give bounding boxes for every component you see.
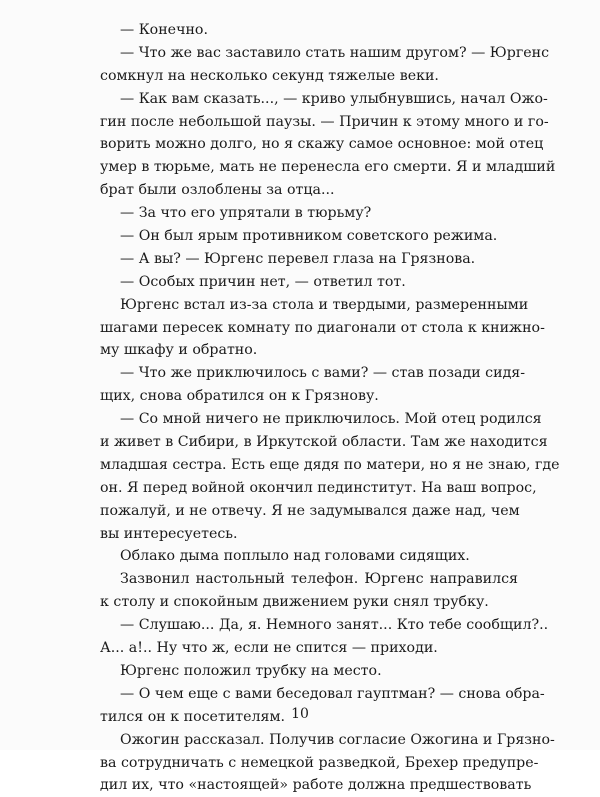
text-line: — За что его упрятали в тюрьму? (120, 205, 372, 222)
text-line: вы интересуетесь. (100, 525, 238, 542)
text-line: — Со мной ничего не приключилось. Мой отец родился (120, 411, 542, 428)
text-line: му шкафу и обратно. (100, 342, 258, 359)
text-line: — Слушаю... Да, я. Немного занят... Кто тебе сообщил?.. (120, 617, 549, 634)
text-line: брат были озлоблены за отца... (100, 182, 335, 199)
text-line: ворить можно долго, но я скажу самое основное: мой отец (100, 136, 544, 153)
text-line: ва сотрудничать с немецкой разведкой, Брехер предупре- (100, 754, 539, 771)
text-line: и живет в Сибири, в Иркутской области. Там же находится (100, 434, 548, 451)
text-line: — Он был ярым противником советского режима. (120, 228, 498, 245)
text-line: — Как вам сказать..., — криво улыбнувшись, начал Ожо- (120, 90, 548, 107)
text-line: Юргенс встал из-за стола и твердыми, размеренными (120, 296, 529, 313)
text-line: — Что же вас заставило стать нашим другом? — Юргенс (120, 44, 550, 61)
text-line: дил их, что «настоящей» работе должна предшествовать (100, 777, 532, 794)
text-line: — О чем еще с вами беседовал гауптман? — снова обра- (120, 685, 545, 702)
text-line: — Что же приключилось с вами? — став позади сидя- (120, 365, 526, 382)
text-line: пожалуй, и не отвечу. Я не задумывался даже над, чем (100, 502, 520, 519)
text-line: Ожогин рассказал. Получив согласие Ожогина и Грязно- (120, 731, 555, 748)
text-line: младшая сестра. Есть еще дядя по матери, но я не знаю, где (100, 456, 560, 473)
text-line: — Особых причин нет, — ответил тот. (120, 273, 406, 290)
text-line: шагами пересек комнату по диагонали от стола к книжно- (100, 319, 545, 336)
text-line: Облако дыма поплыло над головами сидящих. (120, 548, 470, 565)
text-line: он. Я перед войной окончил пединститут. На ваш вопрос, (100, 479, 537, 496)
text-line: умер в тюрьме, мать не перенесла его смерти. Я и младший (100, 159, 556, 176)
text-line: — А вы? — Юргенс перевел глаза на Грязнова. (120, 250, 476, 267)
text-line: гин после небольшой паузы. — Причин к этому много и го- (100, 113, 549, 130)
text-line: А... а!.. Ну что ж, если не спится — приходи. (100, 640, 438, 657)
text-line: к столу и спокойным движением руки снял трубку. (100, 594, 489, 611)
text-line: Зазвонил настольный телефон. Юргенс направился (120, 571, 518, 588)
text-line: сомкнул на несколько секунд тяжелые веки. (100, 67, 439, 84)
text-line: Юргенс положил трубку на место. (120, 662, 382, 679)
body-text (100, 19, 560, 797)
text-line: тился он к посетителям. (100, 708, 286, 725)
text-line: — Конечно. (120, 22, 208, 38)
text-line: щих, снова обратился он к Грязнову. (100, 388, 379, 405)
page-number: 10 (291, 706, 309, 722)
